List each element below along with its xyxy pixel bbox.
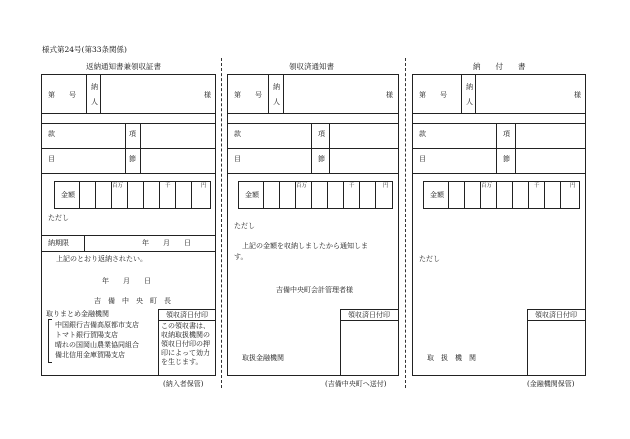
stamp-heading: 領収済日付印 [535, 311, 577, 319]
honorific: 様 [574, 91, 581, 99]
amount-box [54, 181, 211, 209]
bank-1: 中国銀行吉備高原都市支店 [55, 321, 139, 329]
panel1 [41, 74, 216, 376]
cut-line [221, 58, 222, 388]
unit-millions: 百万 [112, 183, 124, 189]
panel1-title: 返納通知書兼領収証書 [86, 62, 161, 71]
account-setsu: 節 [318, 155, 325, 163]
unit-yen: 円 [570, 183, 576, 189]
bank-bracket [48, 319, 52, 363]
number-label: 第 号 [419, 91, 447, 99]
bank-heading: 取りまとめ金融機関 [46, 310, 109, 318]
number-label: 第 号 [48, 91, 76, 99]
panel3 [412, 74, 586, 376]
account-kou: 項 [503, 130, 510, 138]
deadline-date: 年 月 日 [142, 239, 191, 247]
account-moku: 目 [48, 155, 55, 163]
stamp-note-3: 領収日付印の押 [161, 340, 210, 348]
unit-millions: 百万 [296, 183, 308, 189]
recipient: 吉備中央町会計管理者様 [276, 286, 353, 294]
amount-label: 金額 [430, 191, 444, 199]
stamp-note-4: 印によって効力 [161, 349, 210, 357]
stamp-note-5: を生じます。 [161, 358, 203, 366]
account-moku: 目 [419, 155, 426, 163]
stamp-note-2: 収納取扱機関の [161, 331, 210, 339]
stamp-note-1: この領収書は、 [161, 322, 210, 330]
account-kan: 款 [419, 130, 426, 138]
deadline-label: 納期限 [48, 239, 69, 247]
notice-line-1: 上記の金額を収納しましたから通知しま [242, 242, 368, 250]
issue-date: 年 月 日 [102, 277, 151, 285]
bank-2: トマト銀行賀陽支店 [55, 331, 118, 339]
account-kou: 項 [318, 130, 325, 138]
cut-line [405, 58, 406, 388]
unit-millions: 百万 [481, 183, 493, 189]
agency: 取 扱 機 関 [427, 354, 476, 362]
amount-box [238, 181, 393, 209]
payer-label-2: 人 [91, 98, 98, 106]
notice-line-2: す。 [234, 253, 248, 261]
panel2-footer: (吉備中央町へ送付) [325, 380, 387, 388]
account-setsu: 節 [503, 155, 510, 163]
panel1-footer: (納入者保管) [163, 380, 204, 388]
stamp-heading: 領収済日付印 [348, 311, 390, 319]
honorific: 様 [386, 91, 393, 99]
amount-label: 金額 [245, 191, 259, 199]
amount-label: 金額 [61, 191, 75, 199]
payer-label-1: 納 [91, 83, 98, 91]
stamp-box [340, 309, 399, 376]
bank-4: 備北信用金庫賀陽支店 [55, 351, 125, 359]
account-setsu: 節 [129, 155, 136, 163]
amount-box [423, 181, 580, 209]
panel3-title: 納 付 書 [473, 62, 526, 71]
payer-label-2: 人 [273, 98, 280, 106]
payer-label-1: 納 [466, 83, 473, 91]
account-moku: 目 [234, 155, 241, 163]
honorific: 様 [204, 91, 211, 99]
account-kan: 款 [234, 130, 241, 138]
mayor: 吉 備 中 央 町 長 [94, 297, 171, 305]
panel2 [227, 74, 399, 376]
proviso: ただし [419, 255, 440, 263]
stamp-heading: 領収済日付印 [166, 311, 208, 319]
stamp-box [158, 309, 216, 376]
panel3-footer: (金融機関保管) [527, 380, 575, 388]
stamp-box [527, 309, 586, 376]
number-label: 第 号 [234, 91, 262, 99]
account-kan: 款 [48, 130, 55, 138]
form-number: 様式第24号(第33条関係) [42, 45, 127, 54]
payer-label-1: 納 [273, 83, 280, 91]
bank-3: 晴れの国岡山農業協同組合 [55, 341, 139, 349]
unit-thousands: 千 [349, 183, 355, 189]
proviso: ただし [234, 222, 255, 230]
unit-yen: 円 [383, 183, 389, 189]
proviso: ただし [48, 214, 69, 222]
unit-yen: 円 [201, 183, 207, 189]
unit-thousands: 千 [534, 183, 540, 189]
instruction: 上記のとおり返納されたい。 [56, 255, 147, 263]
account-kou: 項 [129, 130, 136, 138]
agency: 取扱金融機関 [242, 354, 284, 362]
unit-thousands: 千 [165, 183, 171, 189]
payer-label-2: 人 [466, 98, 473, 106]
panel2-title: 領収済通知書 [289, 62, 334, 71]
